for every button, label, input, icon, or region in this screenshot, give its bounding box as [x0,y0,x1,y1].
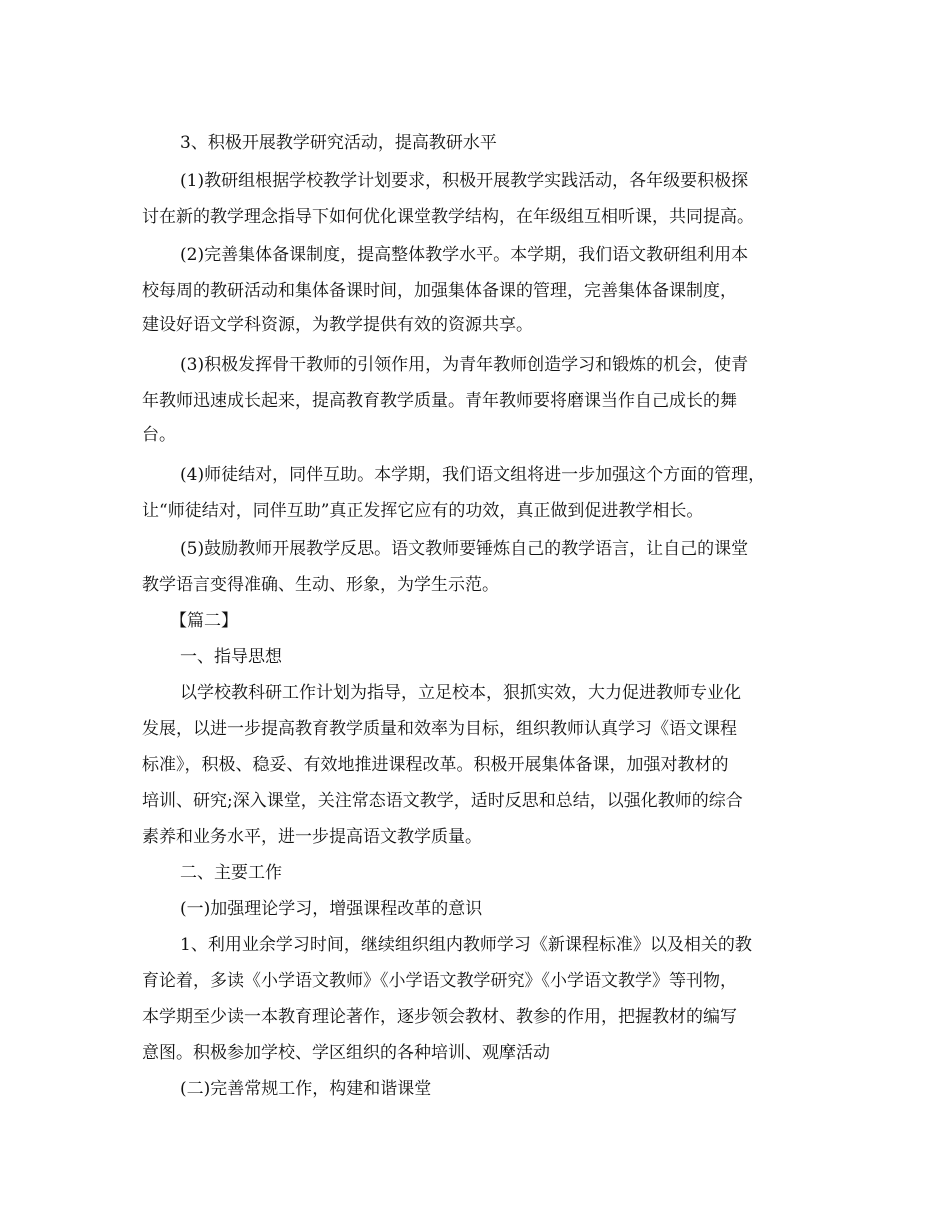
text-line: (二)完善常规工作，构建和谐课堂 [180,1079,432,1099]
text-line: 本学期至少读一本教育理论著作，逐步领会教材、教参的作用，把握教材的编写 [142,1007,737,1027]
text-line: 校每周的教研活动和集体备课时间，加强集体备课的管理，完善集体备课制度， [142,281,737,301]
paragraph [0,714,950,744]
text-line: 二、主要工作 [180,863,282,883]
paragraph [0,386,950,416]
section-heading [0,642,950,672]
paragraph [0,202,950,232]
text-line: 培训、研究;深入课堂，关注常态语文教学，适时反思和总结，以强化教师的综合 [142,791,743,811]
text-line: 标准》，积极、稳妥、有效地推进课程改革。积极开展集体备课，加强对教材的 [142,755,729,775]
paragraph [0,240,950,270]
text-line: 让“师徒结对，同伴互助”真正发挥它应有的功效，真正做到促进教学相长。 [142,501,704,521]
text-line: (1)教研组根据学校教学计划要求，积极开展教学实践活动，各年级要积极探 [180,171,749,191]
text-line: 3、积极开展教学研究活动，提高教研水平 [180,133,497,153]
subsection-heading [0,1074,950,1104]
subsection-heading [0,894,950,924]
text-line: (5)鼓励教师开展教学反思。语文教师要锤炼自己的教学语言，让自己的课堂 [180,539,749,559]
paragraph [0,420,950,450]
part-heading [0,606,950,636]
paragraph [0,276,950,306]
paragraph [0,310,950,340]
text-line: (2)完善集体备课制度，提高整体教学水平。本学期，我们语文教研组利用本 [180,245,749,265]
text-line: 【篇二】 [170,611,238,631]
text-line: 年教师迅速成长起来，提高教育教学质量。青年教师要将磨课当作自己成长的舞 [142,391,737,411]
paragraph [0,350,950,380]
text-line: 育论着，多读《小学语文教师》《小学语文教学研究》《小学语文教学》等刊物， [142,971,737,991]
paragraph [0,534,950,564]
section-heading [0,858,950,888]
paragraph [0,750,950,780]
paragraph [0,966,950,996]
paragraph [0,570,950,600]
paragraph [0,1038,950,1068]
text-line: 以学校教科研工作计划为指导，立足校本，狠抓实效，大力促进教师专业化 [180,683,741,703]
text-line: (3)积极发挥骨干教师的引领作用，为青年教师创造学习和锻炼的机会，使青 [180,355,749,375]
text-line: (一)加强理论学习，增强课程改革的意识 [180,899,483,919]
text-line: 建设好语文学科资源，为教学提供有效的资源共享。 [142,315,533,335]
section-heading [0,128,950,158]
paragraph [0,1002,950,1032]
paragraph [0,166,950,196]
paragraph [0,496,950,526]
text-line: 发展，以进一步提高教育教学质量和效率为目标，组织教师认真学习《语文课程 [142,719,737,739]
text-line: 一、指导思想 [180,647,282,667]
text-line: 教学语言变得准确、生动、形象，为学生示范。 [142,575,499,595]
text-line: (4)师徒结对，同伴互助。本学期，我们语文组将进一步加强这个方面的管理， [180,465,766,485]
paragraph [0,822,950,852]
paragraph [0,930,950,960]
paragraph [0,460,950,490]
text-line: 讨在新的教学理念指导下如何优化课堂教学结构，在年级组互相听课，共同提高。 [142,207,754,227]
paragraph [0,678,950,708]
text-line: 意图。积极参加学校、学区组织的各种培训、观摩活动 [142,1043,550,1063]
text-line: 素养和业务水平，进一步提高语文教学质量。 [142,827,482,847]
paragraph [0,786,950,816]
text-line: 台。 [142,425,176,445]
text-line: 1、利用业余学习时间，继续组织组内教师学习《新课程标准》以及相关的教 [180,935,752,955]
